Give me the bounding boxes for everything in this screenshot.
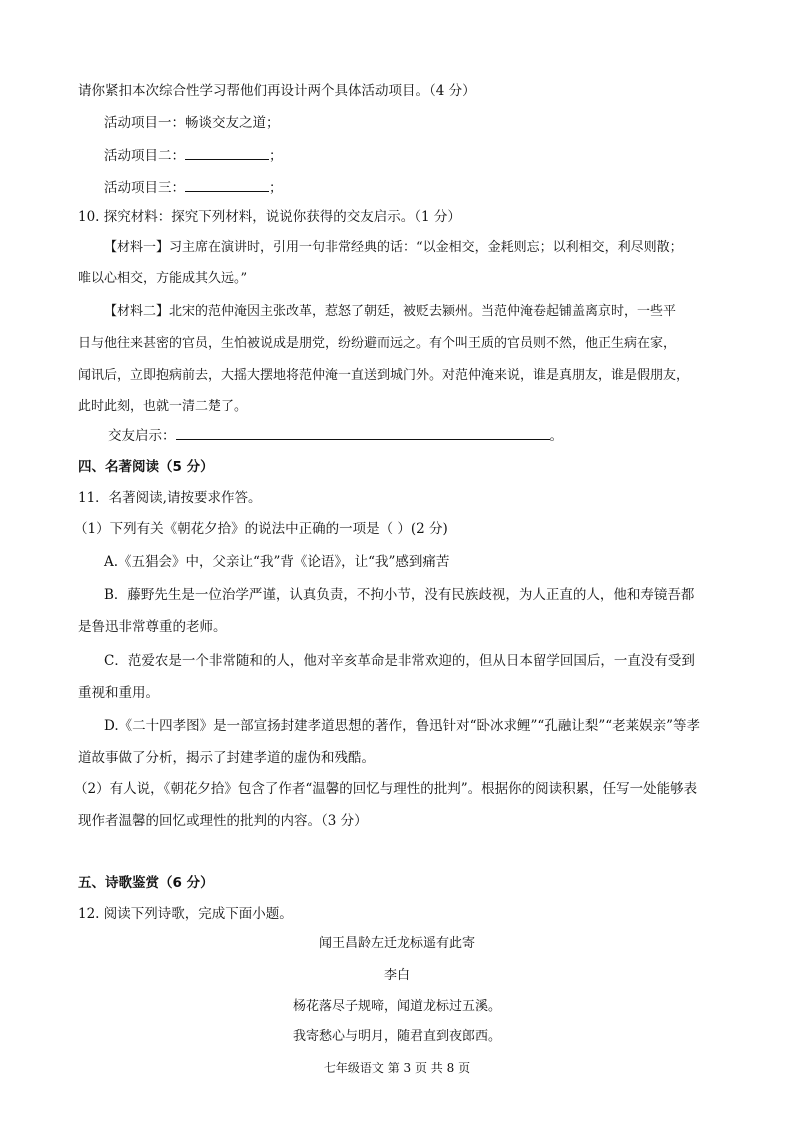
section-4-heading: 四、名著阅读（5 分） bbox=[78, 459, 214, 475]
activity-item-2-label: 活动项目二： bbox=[104, 148, 185, 164]
option-c-line-2: 重视和重用。 bbox=[78, 685, 159, 701]
poem-title: 闻王昌龄左迁龙标遥有此寄 bbox=[318, 936, 475, 951]
friendship-insight-label: 交友启示： bbox=[108, 428, 176, 444]
question-11-2-line-1: （2）有人说，《朝花夕拾》包含了作者“温馨的回忆与理性的批判”。根据你的阅读积累，任写一处能够表 bbox=[74, 781, 698, 797]
poem-author: 李白 bbox=[383, 968, 410, 983]
material-1-line-2: 唯以心相交，方能成其久远。” bbox=[78, 271, 248, 286]
option-b-line-1: B．藤野先生是一位治学严谨，认真负责，不拘小节，没有民族歧视，为人正直的人，他和寿镜吾都 bbox=[104, 587, 695, 603]
activity-item-2 bbox=[104, 145, 283, 166]
activity-item-3 bbox=[104, 177, 283, 198]
instruction-text: 请你紧扣本次综合性学习帮他们再设计两个具体活动项目。（4 分） bbox=[78, 83, 476, 99]
friendship-insight-blank[interactable] bbox=[176, 425, 550, 440]
material-2-line-2: 日与他往来甚密的官员，生怕被说成是朋党，纷纷避而远之。有个叫王质的官员则不然，他正生病在家， bbox=[78, 336, 677, 351]
option-a: A.《五猖会》中，父亲让“我”背《论语》，让“我”感到痛苦 bbox=[104, 554, 450, 570]
option-c-line-1: C．范爱农是一个非常随和的人，他对辛亥革命是非常欢迎的，但从日本留学回国后，一直没有受到 bbox=[104, 653, 695, 669]
poem-line-2: 我寄愁心与明月，随君直到夜郎西。 bbox=[292, 1029, 501, 1044]
question-11-1: （1）下列有关《朝花夕拾》的说法中正确的一项是（ ）(2 分) bbox=[74, 521, 448, 537]
material-2-line-1: 【材料二】北宋的范仲淹因主张改革，惹怒了朝廷，被贬去颍州。当范仲淹卷起铺盖离京时，一些平 bbox=[104, 304, 677, 319]
poem-line-1: 杨花落尽子规啼，闻道龙标过五溪。 bbox=[292, 999, 501, 1014]
option-d-line-1: D.《二十四孝图》是一部宣扬封建孝道思想的著作，鲁迅针对“卧冰求鲤”“孔融让梨”“老莱娱亲”等孝 bbox=[104, 718, 701, 734]
material-2-line-3: 闻讯后，立即抱病前去，大摇大摆地将范仲淹一直送到城门外。对范仲淹来说，谁是真朋友，谁是假朋友， bbox=[78, 368, 690, 383]
section-5-heading: 五、诗歌鉴赏（6 分） bbox=[78, 875, 214, 891]
page-footer: 七年级语文 第 3 页 共 8 页 bbox=[323, 1061, 471, 1075]
activity-item-3-end: ； bbox=[269, 180, 283, 196]
question-10: 10. 探究材料：探究下列材料，说说你获得的交友启示。（1 分） bbox=[78, 209, 461, 225]
activity-item-2-end: ； bbox=[269, 148, 283, 164]
friendship-insight-end: 。 bbox=[549, 428, 563, 444]
activity-item-3-blank[interactable] bbox=[185, 177, 269, 192]
question-12: 12. 阅读下列诗歌，完成下面小题。 bbox=[78, 906, 293, 922]
activity-item-3-label: 活动项目三： bbox=[104, 180, 185, 196]
material-1-line-1: 【材料一】习主席在演讲时，引用一句非常经典的话：“以金相交，金耗则忘；以利相交，利尽则散； bbox=[104, 240, 683, 255]
friendship-insight bbox=[108, 425, 563, 446]
material-2-line-4: 此时此刻，也就一清二楚了。 bbox=[78, 399, 248, 414]
activity-item-2-blank[interactable] bbox=[185, 145, 269, 160]
question-11-2-line-2: 现作者温馨的回忆或理性的批判的内容。（3 分） bbox=[78, 813, 368, 829]
option-b-line-2: 是鲁迅非常尊重的老师。 bbox=[78, 619, 227, 635]
activity-item-1: 活动项目一：畅谈交友之道； bbox=[104, 115, 280, 131]
option-d-line-2: 道故事做了分析，揭示了封建孝道的虚伪和残酷。 bbox=[78, 750, 375, 766]
question-11: 11．名著阅读,请按要求作答。 bbox=[78, 490, 262, 506]
